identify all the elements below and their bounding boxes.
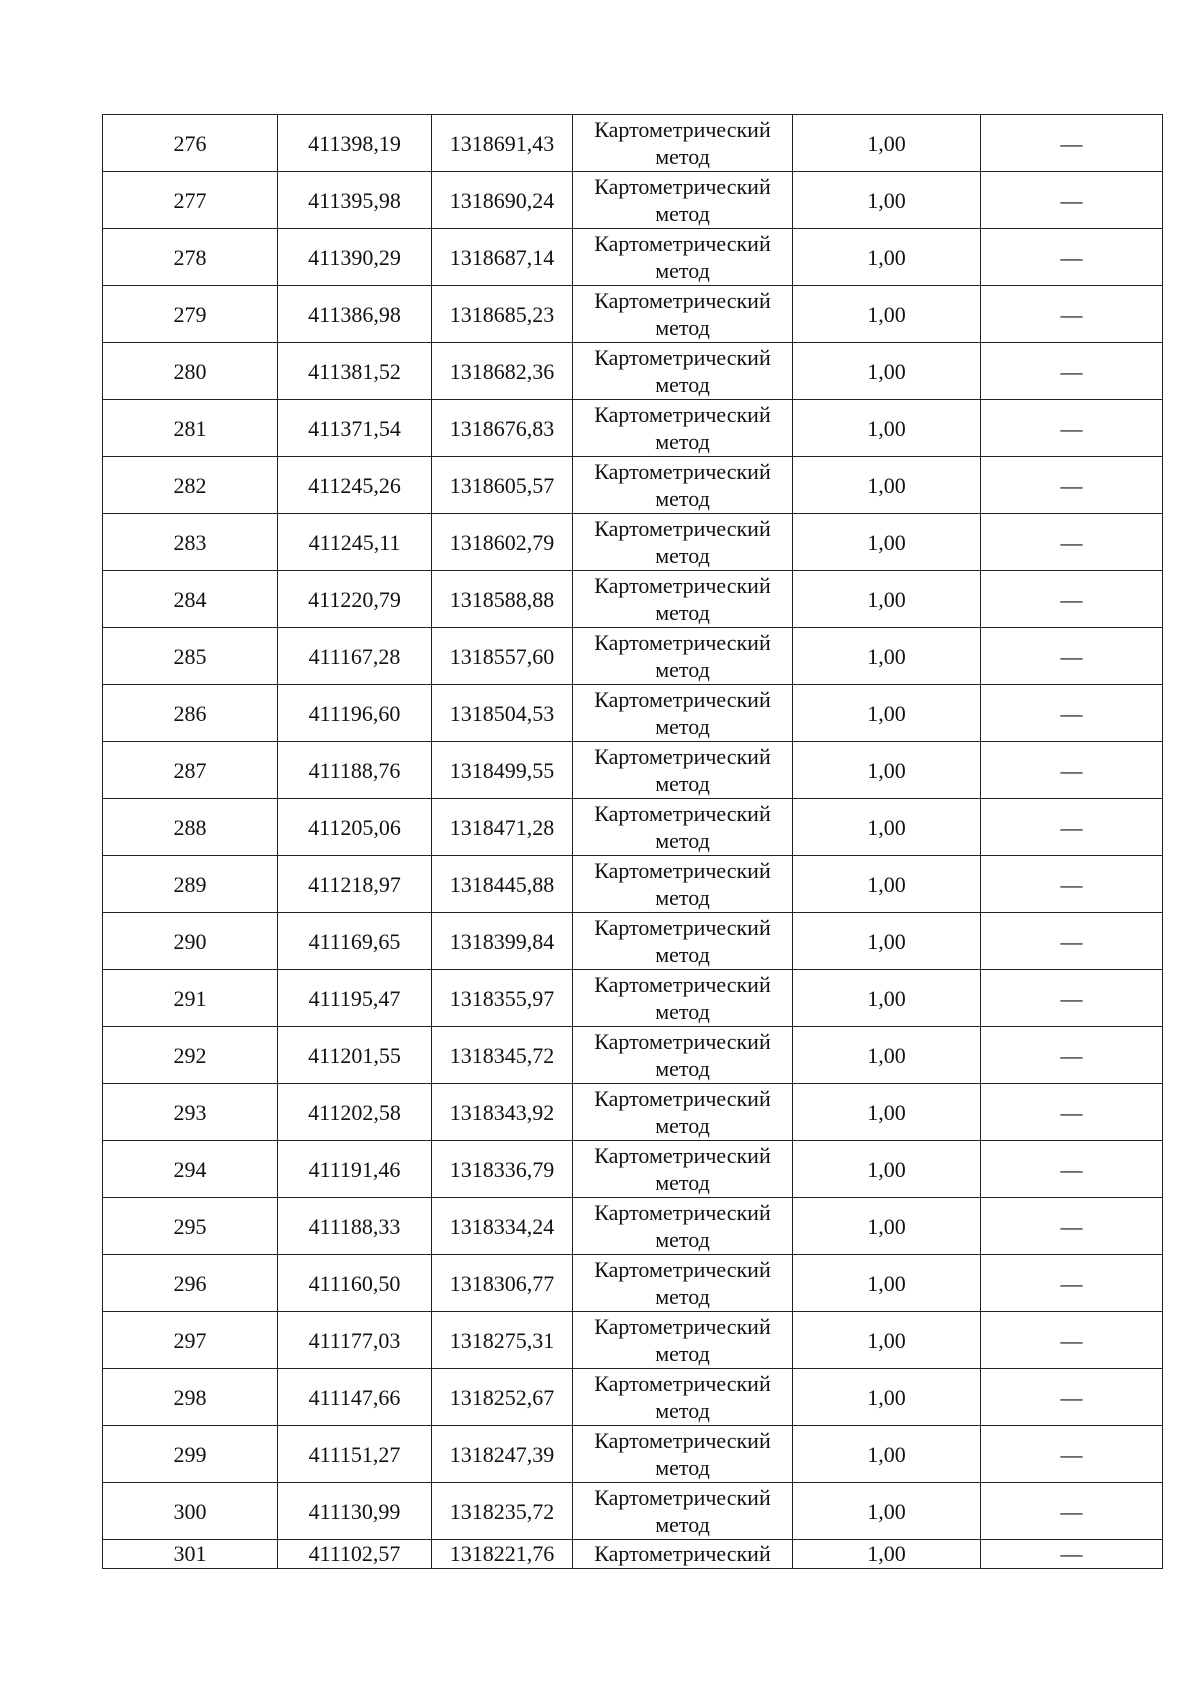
note-cell [981, 685, 1163, 742]
method-text-line1: Картометрический [594, 288, 771, 313]
method-text-line1: Картометрический [594, 1086, 771, 1111]
y-coordinate-cell: 1318334,24 [432, 1198, 573, 1255]
y-coordinate-cell: 1318682,36 [432, 343, 573, 400]
method-cell [573, 685, 793, 742]
y-coordinate-cell: 1318676,83 [432, 400, 573, 457]
x-coordinate-cell: 411167,28 [278, 628, 432, 685]
method-cell [573, 571, 793, 628]
note-cell [981, 799, 1163, 856]
point-number-cell: 280 [103, 343, 278, 400]
point-number-cell: 292 [103, 1027, 278, 1084]
table-row [103, 115, 1163, 172]
note-cell [981, 1369, 1163, 1426]
x-coordinate-cell: 411395,98 [278, 172, 432, 229]
method-cell [573, 457, 793, 514]
method-text-line1: Картометрический [594, 516, 771, 541]
y-coordinate-cell: 1318355,97 [432, 970, 573, 1027]
y-coordinate-cell: 1318499,55 [432, 742, 573, 799]
method-text-line2: метод [655, 1113, 710, 1138]
method-cell [573, 1198, 793, 1255]
method-text-line2: метод [655, 600, 710, 625]
note-cell [981, 514, 1163, 571]
method-cell [573, 742, 793, 799]
dash-mark: — [1060, 1270, 1083, 1296]
x-coordinate-cell: 411177,03 [278, 1312, 432, 1369]
method-cell [573, 1312, 793, 1369]
x-coordinate-cell: 411169,65 [278, 913, 432, 970]
table-row [103, 400, 1163, 457]
note-cell [981, 1141, 1163, 1198]
accuracy-cell: 1,00 [793, 1483, 981, 1540]
method-text-line2: метод [655, 543, 710, 568]
y-coordinate-cell: 1318557,60 [432, 628, 573, 685]
coordinates-table-body [103, 115, 1163, 1569]
dash-mark: — [1060, 928, 1083, 954]
method-text-line2: метод [655, 1398, 710, 1423]
x-coordinate-cell: 411196,60 [278, 685, 432, 742]
point-number-cell: 296 [103, 1255, 278, 1312]
method-text-line2: метод [655, 885, 710, 910]
table-row [103, 229, 1163, 286]
method-text-line1: Картометрический [594, 117, 771, 142]
note-cell [981, 115, 1163, 172]
table-row [103, 913, 1163, 970]
method-text-line1: Картометрический [594, 174, 771, 199]
dash-mark: — [1060, 814, 1083, 840]
x-coordinate-cell: 411188,76 [278, 742, 432, 799]
accuracy-cell: 1,00 [793, 628, 981, 685]
y-coordinate-cell: 1318275,31 [432, 1312, 573, 1369]
method-text-line2: метод [655, 1455, 710, 1480]
method-text-line1: Картометрический [594, 1257, 771, 1282]
point-number-cell: 287 [103, 742, 278, 799]
note-cell [981, 1198, 1163, 1255]
method-text-line1: Картометрический [594, 1200, 771, 1225]
table-row [103, 514, 1163, 571]
method-text-line1: Картометрический [594, 1541, 771, 1566]
method-cell [573, 913, 793, 970]
note-cell [981, 457, 1163, 514]
note-cell [981, 913, 1163, 970]
method-text-line1: Картометрический [594, 345, 771, 370]
x-coordinate-cell: 411371,54 [278, 400, 432, 457]
accuracy-cell: 1,00 [793, 1198, 981, 1255]
table-row [103, 571, 1163, 628]
accuracy-cell: 1,00 [793, 286, 981, 343]
method-text-line2: метод [655, 714, 710, 739]
dash-mark: — [1060, 244, 1083, 270]
accuracy-cell: 1,00 [793, 742, 981, 799]
y-coordinate-cell: 1318588,88 [432, 571, 573, 628]
dash-mark: — [1060, 472, 1083, 498]
table-row [103, 628, 1163, 685]
accuracy-cell: 1,00 [793, 1312, 981, 1369]
point-number-cell: 293 [103, 1084, 278, 1141]
method-text-line2: метод [655, 657, 710, 682]
x-coordinate-cell: 411381,52 [278, 343, 432, 400]
accuracy-cell: 1,00 [793, 1027, 981, 1084]
table-row [103, 172, 1163, 229]
method-text-line2: метод [655, 828, 710, 853]
dash-mark: — [1060, 1099, 1083, 1125]
point-number-cell: 298 [103, 1369, 278, 1426]
note-cell [981, 856, 1163, 913]
point-number-cell: 283 [103, 514, 278, 571]
dash-mark: — [1060, 1541, 1083, 1566]
table-row [103, 799, 1163, 856]
note-cell [981, 286, 1163, 343]
note-cell [981, 571, 1163, 628]
dash-mark: — [1060, 1498, 1083, 1524]
dash-mark: — [1060, 415, 1083, 441]
method-cell [573, 172, 793, 229]
point-number-cell: 286 [103, 685, 278, 742]
accuracy-cell: 1,00 [793, 1141, 981, 1198]
y-coordinate-cell: 1318690,24 [432, 172, 573, 229]
point-number-cell: 279 [103, 286, 278, 343]
method-text-line1: Картометрический [594, 915, 771, 940]
x-coordinate-cell: 411147,66 [278, 1369, 432, 1426]
accuracy-cell: 1,00 [793, 685, 981, 742]
method-cell [573, 628, 793, 685]
method-cell [573, 1369, 793, 1426]
y-coordinate-cell: 1318343,92 [432, 1084, 573, 1141]
x-coordinate-cell: 411201,55 [278, 1027, 432, 1084]
dash-mark: — [1060, 301, 1083, 327]
point-number-cell: 282 [103, 457, 278, 514]
note-cell [981, 343, 1163, 400]
x-coordinate-cell: 411386,98 [278, 286, 432, 343]
note-cell [981, 1084, 1163, 1141]
method-cell [573, 1426, 793, 1483]
y-coordinate-cell: 1318336,79 [432, 1141, 573, 1198]
accuracy-cell: 1,00 [793, 343, 981, 400]
note-cell [981, 1483, 1163, 1540]
x-coordinate-cell: 411151,27 [278, 1426, 432, 1483]
method-text-line2: метод [655, 429, 710, 454]
y-coordinate-cell: 1318685,23 [432, 286, 573, 343]
table-row [103, 742, 1163, 799]
method-cell [573, 856, 793, 913]
x-coordinate-cell: 411390,29 [278, 229, 432, 286]
method-text-line1: Картометрический [594, 744, 771, 769]
point-number-cell: 278 [103, 229, 278, 286]
point-number-cell: 290 [103, 913, 278, 970]
table-row [103, 970, 1163, 1027]
point-number-cell: 284 [103, 571, 278, 628]
method-text-line2: метод [655, 201, 710, 226]
method-text-line1: Картометрический [594, 972, 771, 997]
note-cell [981, 1312, 1163, 1369]
table-row [103, 1369, 1163, 1426]
y-coordinate-cell: 1318504,53 [432, 685, 573, 742]
method-text-line2: метод [655, 315, 710, 340]
note-cell [981, 1540, 1163, 1569]
method-text-line1: Картометрический [594, 402, 771, 427]
point-number-cell: 285 [103, 628, 278, 685]
dash-mark: — [1060, 1441, 1083, 1467]
method-text-line2: метод [655, 144, 710, 169]
method-text-line2: метод [655, 942, 710, 967]
note-cell [981, 970, 1163, 1027]
method-cell [573, 514, 793, 571]
method-text-line1: Картометрический [594, 1428, 771, 1453]
dash-mark: — [1060, 871, 1083, 897]
accuracy-cell: 1,00 [793, 1540, 981, 1569]
method-cell [573, 115, 793, 172]
accuracy-cell: 1,00 [793, 571, 981, 628]
method-text-line1: Картометрический [594, 1371, 771, 1396]
method-cell [573, 400, 793, 457]
accuracy-cell: 1,00 [793, 115, 981, 172]
accuracy-cell: 1,00 [793, 913, 981, 970]
point-number-cell: 291 [103, 970, 278, 1027]
point-number-cell: 301 [103, 1540, 278, 1569]
y-coordinate-cell: 1318221,76 [432, 1540, 573, 1569]
table-row [103, 343, 1163, 400]
y-coordinate-cell: 1318687,14 [432, 229, 573, 286]
accuracy-cell: 1,00 [793, 514, 981, 571]
y-coordinate-cell: 1318471,28 [432, 799, 573, 856]
note-cell [981, 172, 1163, 229]
table-row [103, 1141, 1163, 1198]
method-text-line2: метод [655, 372, 710, 397]
x-coordinate-cell: 411220,79 [278, 571, 432, 628]
point-number-cell: 294 [103, 1141, 278, 1198]
dash-mark: — [1060, 1327, 1083, 1353]
note-cell [981, 400, 1163, 457]
accuracy-cell: 1,00 [793, 1084, 981, 1141]
method-text-line1: Картометрический [594, 801, 771, 826]
method-text-line2: метод [655, 999, 710, 1024]
accuracy-cell: 1,00 [793, 970, 981, 1027]
dash-mark: — [1060, 187, 1083, 213]
method-text-line2: метод [655, 1341, 710, 1366]
accuracy-cell: 1,00 [793, 400, 981, 457]
dash-mark: — [1060, 358, 1083, 384]
method-cell [573, 1084, 793, 1141]
dash-mark: — [1060, 757, 1083, 783]
method-cell [573, 1027, 793, 1084]
x-coordinate-cell: 411202,58 [278, 1084, 432, 1141]
dash-mark: — [1060, 1213, 1083, 1239]
table-row [103, 856, 1163, 913]
dash-mark: — [1060, 1042, 1083, 1068]
x-coordinate-cell: 411205,06 [278, 799, 432, 856]
table-row [103, 1084, 1163, 1141]
y-coordinate-cell: 1318399,84 [432, 913, 573, 970]
method-text-line1: Картометрический [594, 1143, 771, 1168]
dash-mark: — [1060, 1156, 1083, 1182]
method-text-line1: Картометрический [594, 459, 771, 484]
method-cell [573, 1483, 793, 1540]
y-coordinate-cell: 1318235,72 [432, 1483, 573, 1540]
note-cell [981, 742, 1163, 799]
y-coordinate-cell: 1318306,77 [432, 1255, 573, 1312]
y-coordinate-cell: 1318691,43 [432, 115, 573, 172]
accuracy-cell: 1,00 [793, 172, 981, 229]
dash-mark: — [1060, 1384, 1083, 1410]
x-coordinate-cell: 411195,47 [278, 970, 432, 1027]
y-coordinate-cell: 1318247,39 [432, 1426, 573, 1483]
x-coordinate-cell: 411130,99 [278, 1483, 432, 1540]
x-coordinate-cell: 411188,33 [278, 1198, 432, 1255]
note-cell [981, 229, 1163, 286]
method-cell [573, 1540, 793, 1569]
y-coordinate-cell: 1318345,72 [432, 1027, 573, 1084]
method-text-line1: Картометрический [594, 687, 771, 712]
note-cell [981, 1426, 1163, 1483]
method-text-line2: метод [655, 1170, 710, 1195]
method-cell [573, 1141, 793, 1198]
point-number-cell: 297 [103, 1312, 278, 1369]
accuracy-cell: 1,00 [793, 1426, 981, 1483]
point-number-cell: 281 [103, 400, 278, 457]
table-row [103, 457, 1163, 514]
accuracy-cell: 1,00 [793, 1255, 981, 1312]
method-text-line1: Картометрический [594, 630, 771, 655]
dash-mark: — [1060, 130, 1083, 156]
method-cell [573, 286, 793, 343]
table-row [103, 1027, 1163, 1084]
method-text-line2: метод [655, 771, 710, 796]
method-text-line2: метод [655, 1284, 710, 1309]
x-coordinate-cell: 411191,46 [278, 1141, 432, 1198]
method-text-line2: метод [655, 1512, 710, 1537]
method-cell [573, 1255, 793, 1312]
method-cell [573, 799, 793, 856]
method-text-line2: метод [655, 258, 710, 283]
point-number-cell: 276 [103, 115, 278, 172]
point-number-cell: 295 [103, 1198, 278, 1255]
point-number-cell: 277 [103, 172, 278, 229]
method-text-line1: Картометрический [594, 858, 771, 883]
accuracy-cell: 1,00 [793, 457, 981, 514]
x-coordinate-cell: 411245,11 [278, 514, 432, 571]
y-coordinate-cell: 1318252,67 [432, 1369, 573, 1426]
y-coordinate-cell: 1318445,88 [432, 856, 573, 913]
table-row [103, 1483, 1163, 1540]
coordinates-table [102, 114, 1163, 1569]
x-coordinate-cell: 411160,50 [278, 1255, 432, 1312]
table-row [103, 1540, 1163, 1569]
point-number-cell: 289 [103, 856, 278, 913]
point-number-cell: 300 [103, 1483, 278, 1540]
accuracy-cell: 1,00 [793, 799, 981, 856]
note-cell [981, 1027, 1163, 1084]
method-text-line1: Картометрический [594, 1314, 771, 1339]
accuracy-cell: 1,00 [793, 1369, 981, 1426]
dash-mark: — [1060, 700, 1083, 726]
method-text-line1: Картометрический [594, 1485, 771, 1510]
table-row [103, 1198, 1163, 1255]
point-number-cell: 288 [103, 799, 278, 856]
x-coordinate-cell: 411218,97 [278, 856, 432, 913]
method-text-line1: Картометрический [594, 573, 771, 598]
note-cell [981, 628, 1163, 685]
method-text-line2: метод [655, 1056, 710, 1081]
y-coordinate-cell: 1318602,79 [432, 514, 573, 571]
x-coordinate-cell: 411102,57 [278, 1540, 432, 1569]
method-text-line1: Картометрический [594, 231, 771, 256]
method-cell [573, 970, 793, 1027]
y-coordinate-cell: 1318605,57 [432, 457, 573, 514]
note-cell [981, 1255, 1163, 1312]
method-text-line2: метод [655, 1227, 710, 1252]
table-row [103, 1255, 1163, 1312]
dash-mark: — [1060, 586, 1083, 612]
table-row [103, 286, 1163, 343]
table-row [103, 1312, 1163, 1369]
table-row [103, 685, 1163, 742]
dash-mark: — [1060, 985, 1083, 1011]
method-cell [573, 343, 793, 400]
method-text-line1: Картометрический [594, 1029, 771, 1054]
point-number-cell: 299 [103, 1426, 278, 1483]
accuracy-cell: 1,00 [793, 229, 981, 286]
dash-mark: — [1060, 643, 1083, 669]
x-coordinate-cell: 411245,26 [278, 457, 432, 514]
x-coordinate-cell: 411398,19 [278, 115, 432, 172]
method-cell [573, 229, 793, 286]
table-row [103, 1426, 1163, 1483]
method-text-line2: метод [655, 486, 710, 511]
dash-mark: — [1060, 529, 1083, 555]
accuracy-cell: 1,00 [793, 856, 981, 913]
